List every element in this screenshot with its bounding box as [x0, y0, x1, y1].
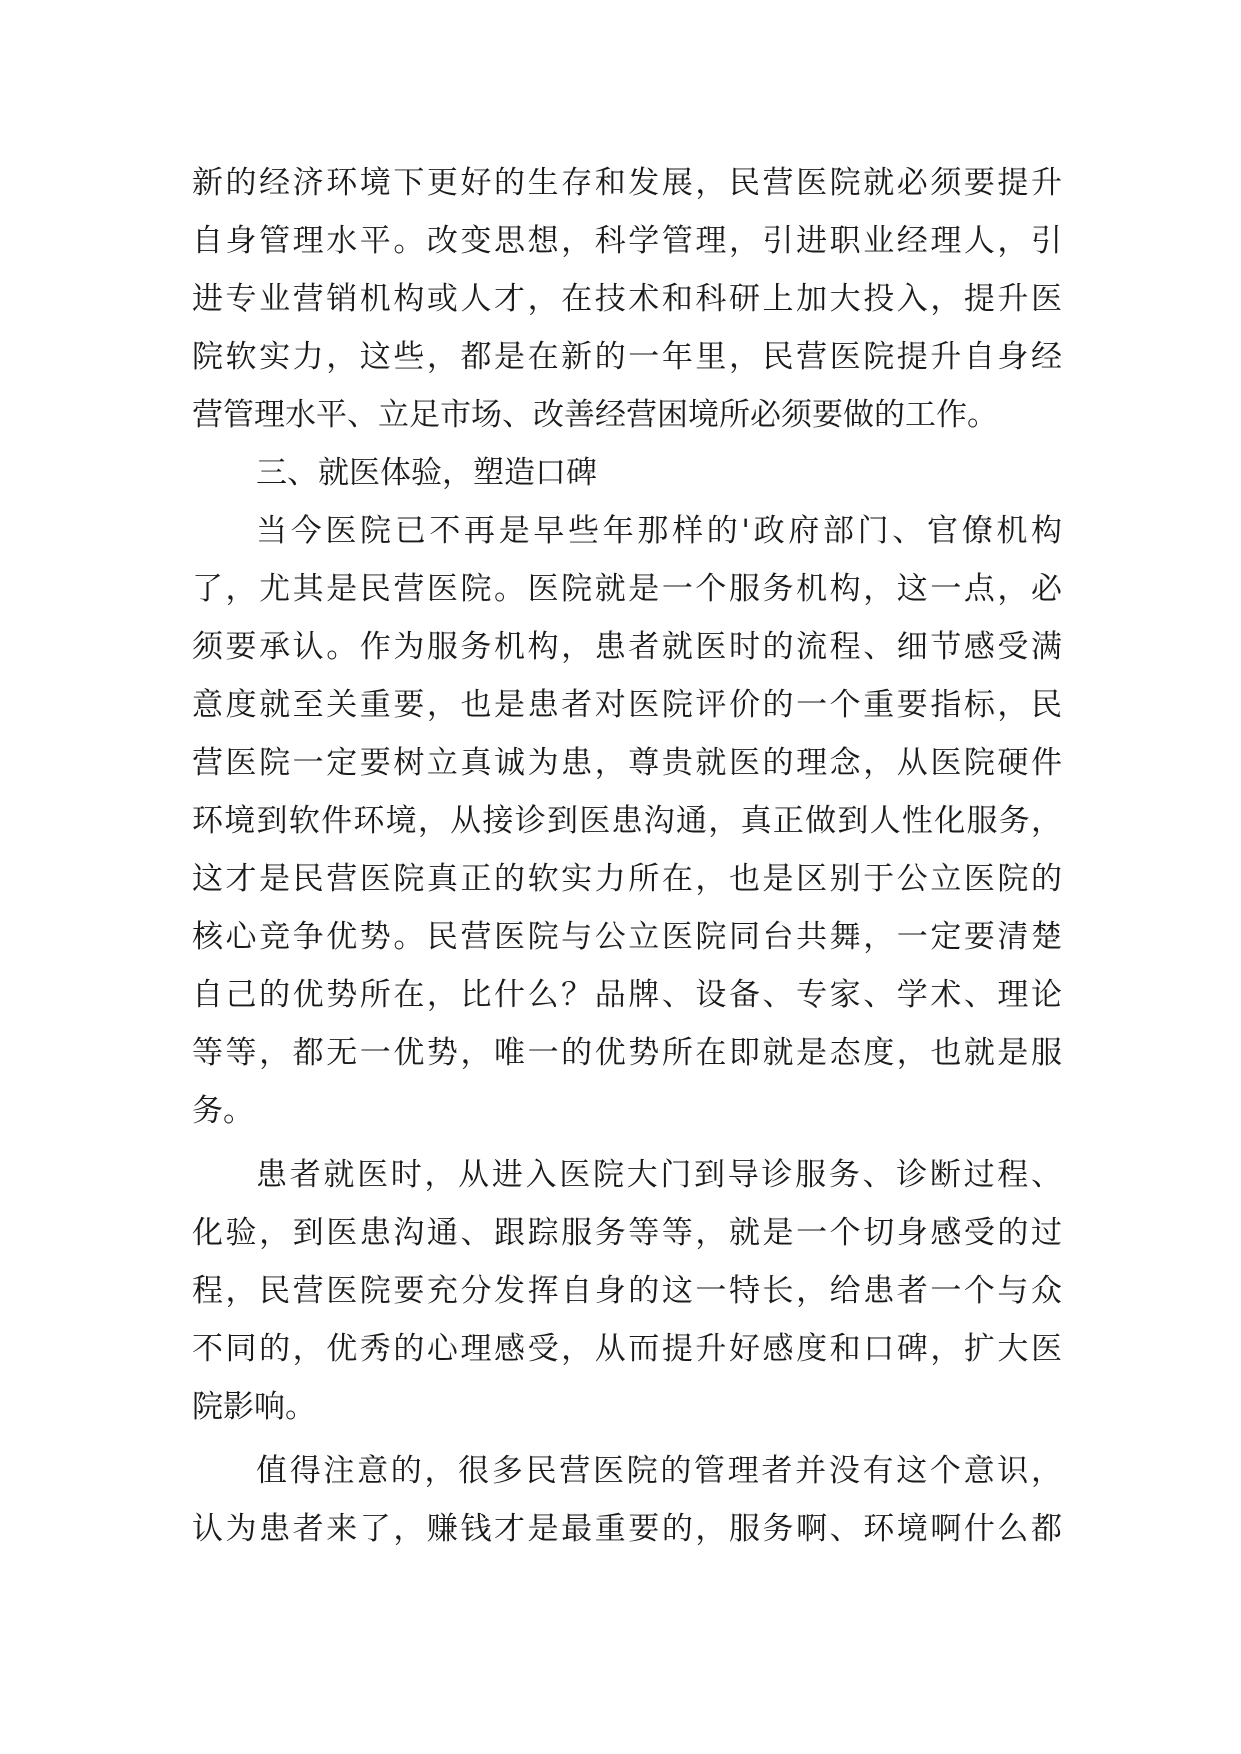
text-line: 进专业营销机构或人才，在技术和科研上加大投入，提升医	[192, 281, 1062, 317]
text-line: 自己的优势所在，比什么？品牌、设备、专家、学术、理论	[192, 977, 1062, 1013]
text-line: 认为患者来了，赚钱才是最重要的，服务啊、环境啊什么都	[192, 1511, 1062, 1547]
text-line: 务。	[192, 1093, 254, 1129]
paragraph-1	[192, 154, 1062, 444]
text-line: 等等，都无一优势，唯一的优势所在即就是态度，也就是服	[192, 1035, 1062, 1071]
paragraph-4	[192, 1442, 1062, 1558]
heading-text: 三、就医体验，塑造口碑	[256, 455, 597, 491]
text-line: 程，民营医院要充分发挥自身的这一特长，给患者一个与众	[192, 1273, 1062, 1309]
text-line: 当今医院已不再是早些年那样的'政府部门、官僚机构	[256, 513, 1062, 549]
section-heading	[192, 444, 1062, 502]
text-line: 自身管理水平。改变思想，科学管理，引进职业经理人，引	[192, 223, 1062, 259]
body-text	[192, 154, 1062, 1558]
text-line: 营管理水平、立足市场、改善经营困境所必须要做的工作。	[192, 397, 998, 433]
paragraph-2	[192, 502, 1062, 1140]
text-line: 院影响。	[192, 1389, 316, 1425]
text-line: 化验，到医患沟通、跟踪服务等等，就是一个切身感受的过	[192, 1215, 1062, 1251]
text-line: 营医院一定要树立真诚为患，尊贵就医的理念，从医院硬件	[192, 745, 1062, 781]
text-line: 核心竞争优势。民营医院与公立医院同台共舞，一定要清楚	[192, 919, 1062, 955]
text-line: 院软实力，这些，都是在新的一年里，民营医院提升自身经	[192, 339, 1062, 375]
text-line: 患者就医时，从进入医院大门到导诊服务、诊断过程、	[256, 1157, 1062, 1193]
text-line: 新的经济环境下更好的生存和发展，民营医院就必须要提升	[192, 165, 1062, 201]
text-line: 不同的，优秀的心理感受，从而提升好感度和口碑，扩大医	[192, 1331, 1062, 1367]
text-line: 值得注意的，很多民营医院的管理者并没有这个意识，	[256, 1453, 1062, 1489]
text-line: 了，尤其是民营医院。医院就是一个服务机构，这一点，必	[192, 571, 1062, 607]
text-line: 环境到软件环境，从接诊到医患沟通，真正做到人性化服务，	[192, 803, 1062, 839]
text-line: 须要承认。作为服务机构，患者就医时的流程、细节感受满	[192, 629, 1062, 665]
text-line: 这才是民营医院真正的软实力所在，也是区别于公立医院的	[192, 861, 1062, 897]
text-line: 意度就至关重要，也是患者对医院评价的一个重要指标，民	[192, 687, 1062, 723]
paragraph-3	[192, 1146, 1062, 1436]
